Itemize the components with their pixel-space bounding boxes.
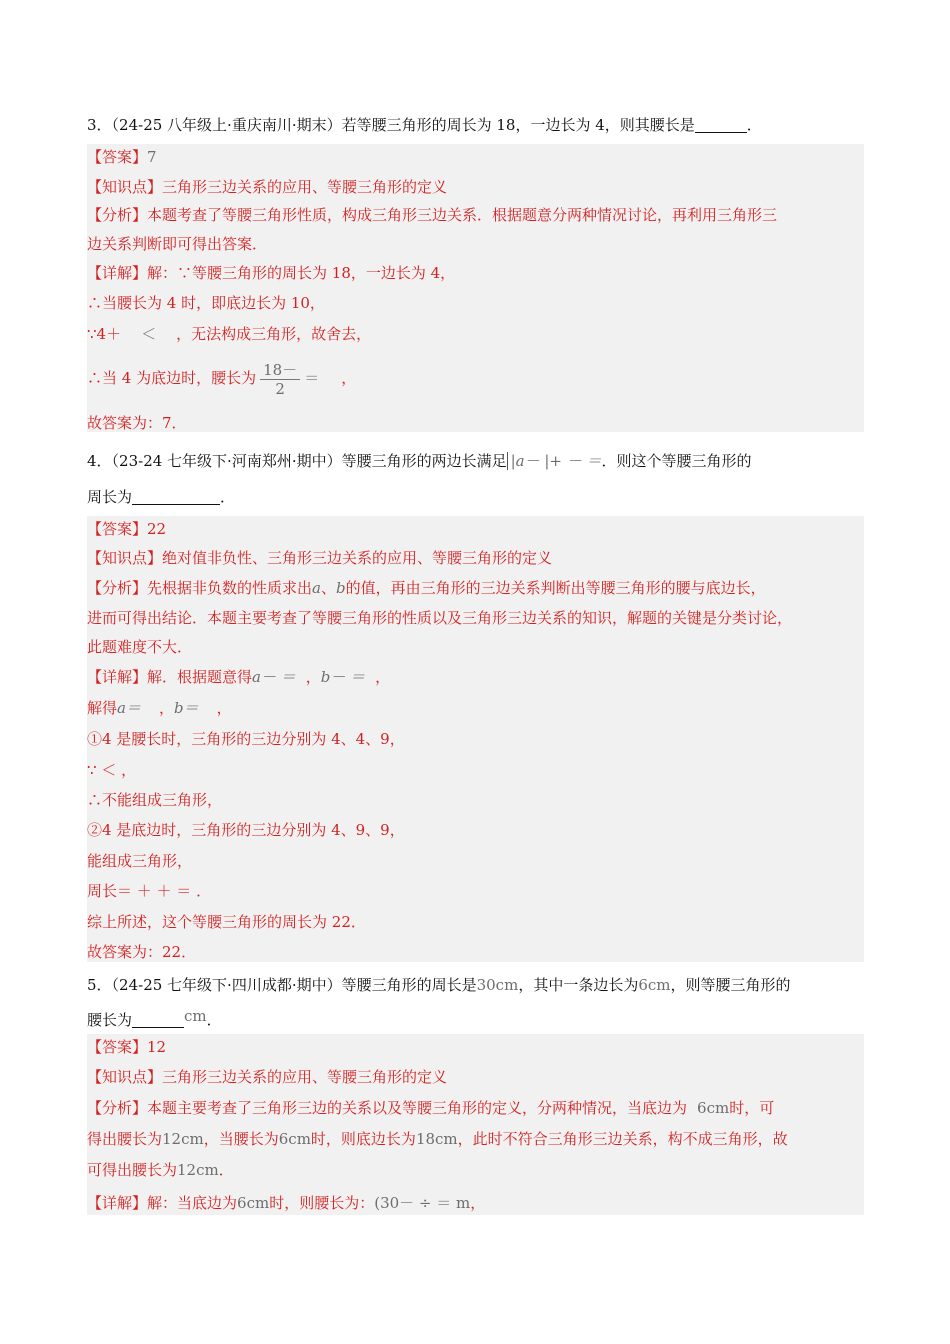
punct: 、 xyxy=(320,579,336,597)
q3-detail-line-5: 故答案为：7． xyxy=(87,414,187,432)
math-expr: 18cm xyxy=(415,1130,458,1148)
math-expr: ∵4＋ xyxy=(87,325,122,343)
q3-detail-line-2: ∴当腰长为 4 时，即底边长为 10， xyxy=(87,294,325,312)
question-5-text: ，其中一条边长为 xyxy=(518,976,639,994)
detail-text: ，无法构成三角形，故舍去， xyxy=(176,325,372,343)
math-expr: b－ ＝ xyxy=(320,668,366,686)
analysis-text: 本题考查了等腰三角形性质，构成三角形三边关系．根据题意分两种情况讨论，再利用三角形三 xyxy=(147,206,778,224)
math-expr: a－ ＝ xyxy=(252,668,296,686)
punct: ， xyxy=(375,668,391,686)
analysis-text: ，此时不符合三角形三边关系，构不成三角形，故 xyxy=(457,1130,788,1148)
answer-tag: 【答案】 xyxy=(87,1038,148,1056)
analysis-text: 先根据非负数的性质求出 xyxy=(147,579,313,597)
detail-tag: 【详解】 xyxy=(87,668,148,686)
q4-analysis-line-3: 此题难度不大． xyxy=(87,638,193,656)
knowledge-text: 三角形三边关系的应用、等腰三角形的定义 xyxy=(162,178,448,196)
question-4-stem xyxy=(87,446,862,476)
math-expr: 6cm xyxy=(278,1130,311,1148)
question-5-text: 腰长为 xyxy=(87,1011,133,1029)
q4-analysis-line-2: 进而可得出结论．本题主要考查了等腰三角形的性质以及三角形三边关系的知识，解题的关键是分类讨论， xyxy=(87,609,793,627)
detail-text: 时，则腰长为： xyxy=(269,1194,375,1212)
answer-value: 12 xyxy=(147,1038,167,1056)
q4-detail-line-10: 故答案为：22． xyxy=(87,943,197,961)
q3-knowledge-line xyxy=(87,176,447,198)
knowledge-tag: 【知识点】 xyxy=(87,1068,163,1086)
fraction xyxy=(260,361,300,398)
q5-analysis-line-3 xyxy=(87,1159,234,1181)
question-4-text: 周长为 xyxy=(87,488,133,506)
detail-tag: 【详解】 xyxy=(87,1194,148,1212)
detail-text: 解：∵等腰三角形的周长为 18，一边长为 4， xyxy=(147,264,456,282)
question-5-stem-line-2 xyxy=(87,1001,862,1035)
q4-detail-line-7: 能组成三角形， xyxy=(87,852,193,870)
knowledge-text: 绝对值非负性、三角形三边关系的应用、等腰三角形的定义 xyxy=(162,549,553,567)
question-3-text: 3．（24-25 八年级上·重庆南川·期末）若等腰三角形的周长为 18，一边长为 4，则其腰长是 xyxy=(87,116,695,134)
question-5-solution-box xyxy=(87,1034,864,1215)
answer-value: 7 xyxy=(147,148,157,166)
knowledge-text: 三角形三边关系的应用、等腰三角形的定义 xyxy=(162,1068,448,1086)
punct: ． xyxy=(206,1011,222,1029)
math-expr: 30cm xyxy=(476,976,519,994)
q4-answer-line xyxy=(87,518,166,540)
fraction-numerator: 18－ xyxy=(260,361,300,380)
detail-text: 解．根据题意得 xyxy=(147,668,253,686)
q4-detail-line-1 xyxy=(87,666,390,688)
answer-tag: 【答案】 xyxy=(87,148,148,166)
question-5-text: 5．（24-25 七年级下·四川成都·期中）等腰三角形的周长是 xyxy=(87,976,477,994)
math-expr: ＜ xyxy=(141,325,157,343)
analysis-text: 本题主要考查了三角形三边的关系以及等腰三角形的定义，分两种情况，当底边为 xyxy=(147,1099,688,1117)
analysis-tag: 【分析】 xyxy=(87,579,148,597)
punct: ． xyxy=(746,116,762,134)
question-5-text: ，则等腰三角形的 xyxy=(670,976,791,994)
q5-detail-line-1 xyxy=(87,1192,485,1214)
analysis-tag: 【分析】 xyxy=(87,1099,148,1117)
analysis-text: 可得出腰长为 xyxy=(87,1161,178,1179)
math-expr: 6cm xyxy=(638,976,671,994)
detail-text: 解得 xyxy=(87,699,118,717)
math-expr: 12cm xyxy=(177,1161,219,1179)
math-expr: a＝ xyxy=(117,699,141,717)
knowledge-tag: 【知识点】 xyxy=(87,178,163,196)
math-expr: 6cm xyxy=(237,1194,270,1212)
q3-detail-line-1 xyxy=(87,262,455,284)
q3-detail-line-3 xyxy=(87,323,371,345)
math-var: b xyxy=(336,579,346,597)
answer-blank xyxy=(132,1011,184,1028)
math-expr: b＝ xyxy=(173,699,199,717)
q4-detail-line-9: 综上所述，这个等腰三角形的周长为 22． xyxy=(87,913,366,931)
q3-detail-line-4 xyxy=(87,358,356,398)
q4-detail-line-8: 周长＝ ＋ ＋ ＝ ． xyxy=(87,882,212,900)
question-3-stem xyxy=(87,110,862,140)
q4-detail-line-2 xyxy=(87,697,232,719)
q5-answer-line xyxy=(87,1036,166,1058)
fraction-denominator: 2 xyxy=(275,379,285,398)
q4-detail-line-3: ①4 是腰长时，三角形的三边分别为 4、4、9， xyxy=(87,730,405,748)
q3-analysis-line-1 xyxy=(87,204,777,226)
q4-detail-line-6: ②4 是底边时，三角形的三边分别为 4、9、9， xyxy=(87,821,405,839)
math-expr: 6cm xyxy=(697,1099,730,1117)
punct: ． xyxy=(220,488,236,506)
question-4-stem-line-2 xyxy=(87,482,862,512)
analysis-text: 得出腰长为 xyxy=(87,1130,163,1148)
q5-knowledge-line xyxy=(87,1066,447,1088)
math-expr: 12cm xyxy=(162,1130,204,1148)
detail-text: ∴当 4 为底边时，腰长为 xyxy=(87,369,257,387)
answer-blank xyxy=(695,116,747,133)
answer-value: 22 xyxy=(147,520,167,538)
math-expr: (30－ ÷ ＝ m xyxy=(374,1194,471,1212)
question-4-text: ．则这个等腰三角形的 xyxy=(601,452,752,470)
question-4-solution-box xyxy=(87,516,864,962)
analysis-text: 时，可 xyxy=(729,1099,775,1117)
math-var: a xyxy=(312,579,321,597)
detail-tag: 【详解】 xyxy=(87,264,148,282)
q4-detail-line-4: ∵ ＜ ， xyxy=(87,761,137,779)
analysis-text: 的值，再由三角形的三边关系判断出等腰三角形的腰与底边长， xyxy=(345,579,766,597)
punct: ． xyxy=(218,1161,234,1179)
q5-analysis-line-1 xyxy=(87,1097,774,1119)
punct: ， xyxy=(470,1194,486,1212)
punct: ， xyxy=(158,699,174,717)
knowledge-tag: 【知识点】 xyxy=(87,549,163,567)
q3-answer-line xyxy=(87,146,157,168)
question-4-text: 4．（23-24 七年级下·河南郑州·期中）等腰三角形的两边长满足 xyxy=(87,452,507,470)
q3-analysis-line-2: 边关系判断即可得出答案． xyxy=(87,235,268,253)
unit: cm xyxy=(184,1007,207,1025)
punct: ， xyxy=(305,668,321,686)
punct: ， xyxy=(341,369,357,387)
analysis-text: 时，则底边长为 xyxy=(310,1130,416,1148)
math-expr: |a－ |+ － ＝ xyxy=(507,452,602,470)
analysis-tag: 【分析】 xyxy=(87,206,148,224)
q4-analysis-line-1 xyxy=(87,577,766,599)
question-3-solution-box xyxy=(87,144,864,432)
analysis-text: ，当腰长为 xyxy=(203,1130,279,1148)
q5-analysis-line-2 xyxy=(87,1128,788,1150)
math-expr: ＝ xyxy=(304,369,320,387)
answer-blank xyxy=(132,488,220,505)
detail-text: 解：当底边为 xyxy=(147,1194,238,1212)
question-5-stem xyxy=(87,970,862,1000)
answer-tag: 【答案】 xyxy=(87,520,148,538)
punct: ， xyxy=(216,699,232,717)
q4-knowledge-line xyxy=(87,547,552,569)
q4-detail-line-5: ∴不能组成三角形， xyxy=(87,791,223,809)
